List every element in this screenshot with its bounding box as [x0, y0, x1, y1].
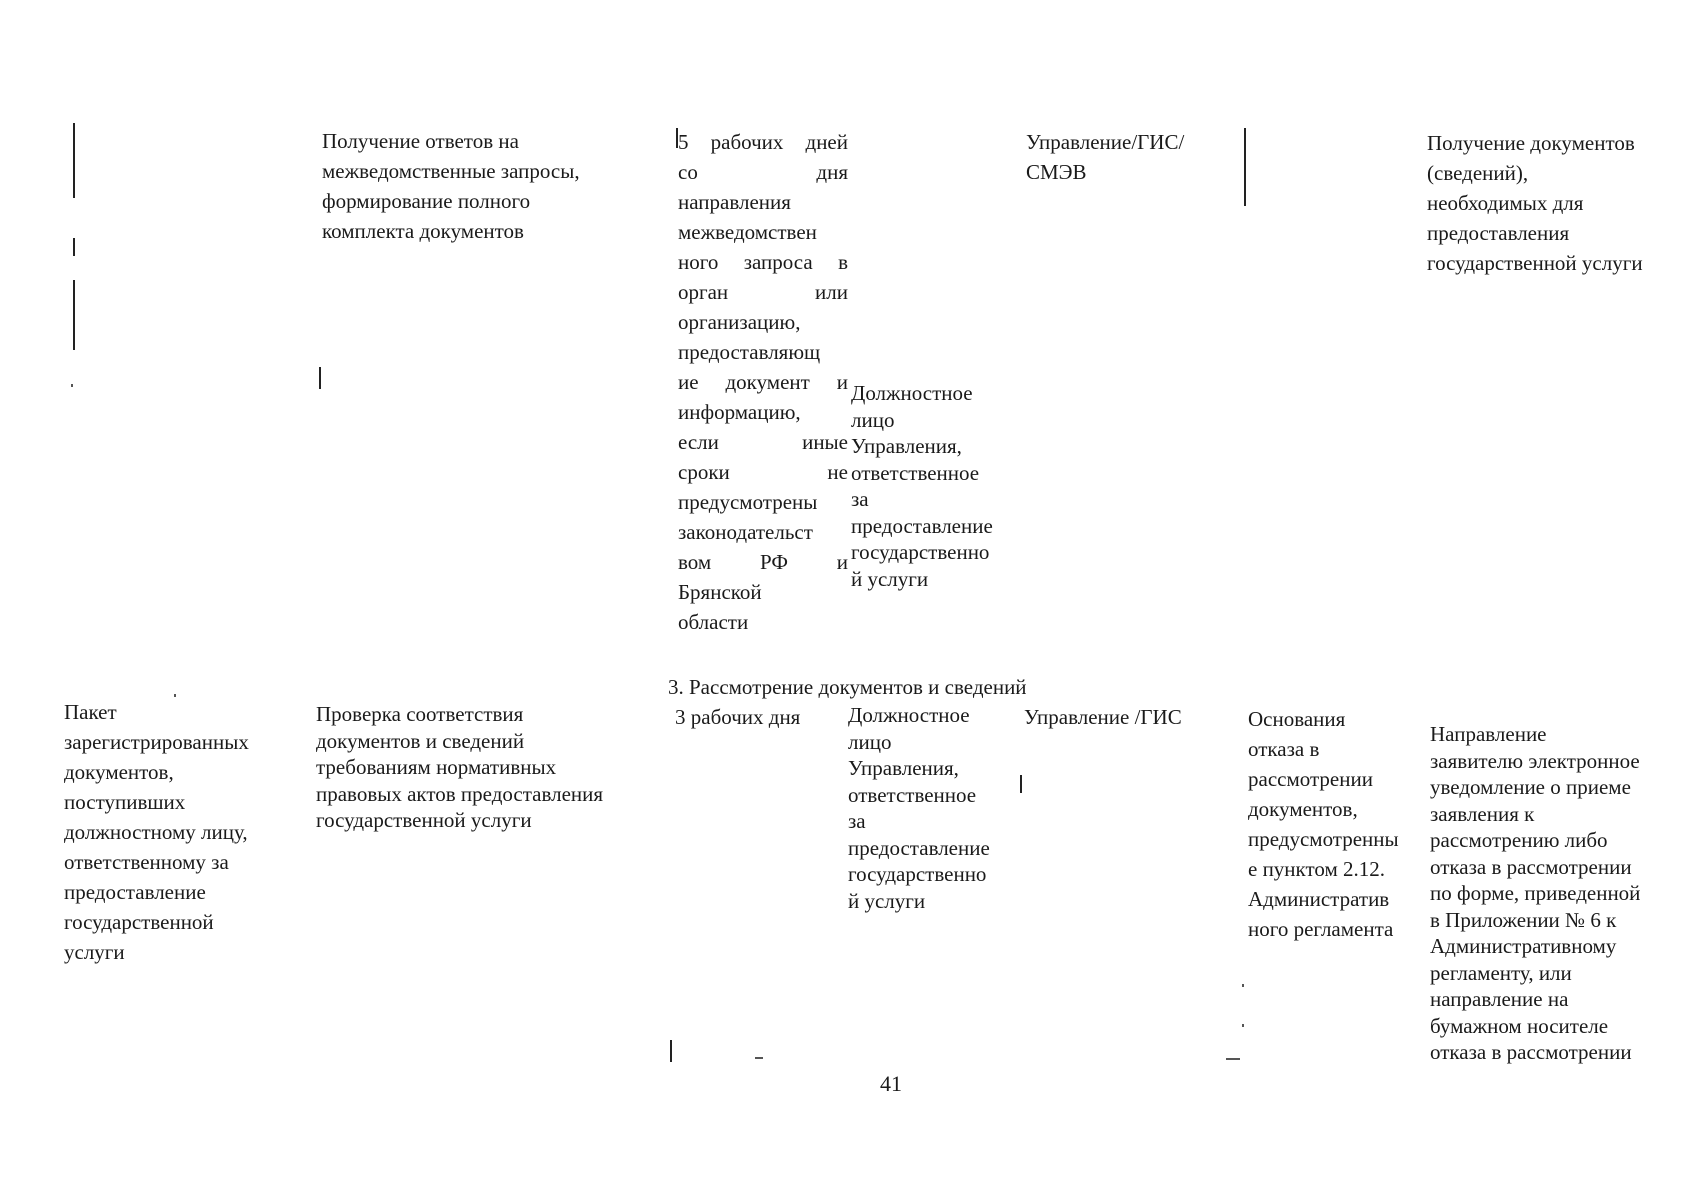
table-border-left-3	[73, 280, 75, 350]
table-border-left-2	[73, 238, 75, 256]
row1-term: 5 рабочих дней со дня направления межведомствен ного запроса в орган или организацию, предоставляющ ие документ и информацию, если иные сроки не предусмотрены законодательст вом РФ и Брянской области	[678, 130, 848, 634]
table-border-bottom-mark	[670, 1040, 672, 1062]
row1-action: Получение ответов на межведомственные запросы, формирование полного комплекта документов	[322, 129, 580, 243]
row2-responsible: Должностное лицо Управления, ответственное за предоставление государственно й услуги	[848, 703, 990, 913]
row2-place: Управление /ГИС	[1024, 705, 1182, 729]
table-border-left-1	[73, 123, 75, 198]
row2-action: Проверка соответствия документов и сведений требованиям нормативных правовых актов предоставления государственной услуги	[316, 702, 604, 832]
row1-responsible: Должностное лицо Управления, ответственное за предоставление государственно й услуги	[851, 381, 993, 591]
table-border-mid-mark	[319, 367, 321, 389]
row2-result-input: Пакет зарегистрированных документов, поступивших должностному лицу, ответственному за предоставление государственной услуги	[64, 700, 249, 964]
scan-mark	[71, 384, 73, 387]
scan-mark	[755, 1057, 763, 1059]
scan-mark	[174, 694, 176, 697]
scan-mark	[1242, 984, 1244, 987]
row1-place: Управление/ГИС/ СМЭВ	[1026, 130, 1185, 184]
row2-result: Направление заявителю электронное уведомление о приеме заявления к рассмотрению либо отказа в рассмотрении по форме, приведенной в Приложении № 6 к Административному регламенту, или направление на бумажном носителе отказа в рассмотрении	[1430, 722, 1641, 1064]
table-border-criteria	[1244, 128, 1246, 206]
page-number: 41	[880, 1071, 902, 1096]
scan-mark	[1226, 1058, 1240, 1060]
row2-criteria: Основания отказа в рассмотрении документов, предусмотренны е пунктом 2.12. Административ ного регламента	[1248, 707, 1399, 941]
table-border-term-1	[676, 128, 678, 148]
scan-mark	[1242, 1024, 1244, 1027]
row1-result: Получение документов (сведений), необходимых для предоставления государственной услуги	[1427, 131, 1643, 275]
row2-term: 3 рабочих дня	[675, 705, 801, 729]
section-title: 3. Рассмотрение документов и сведений	[668, 675, 1027, 699]
table-border-term-2	[1020, 775, 1022, 793]
